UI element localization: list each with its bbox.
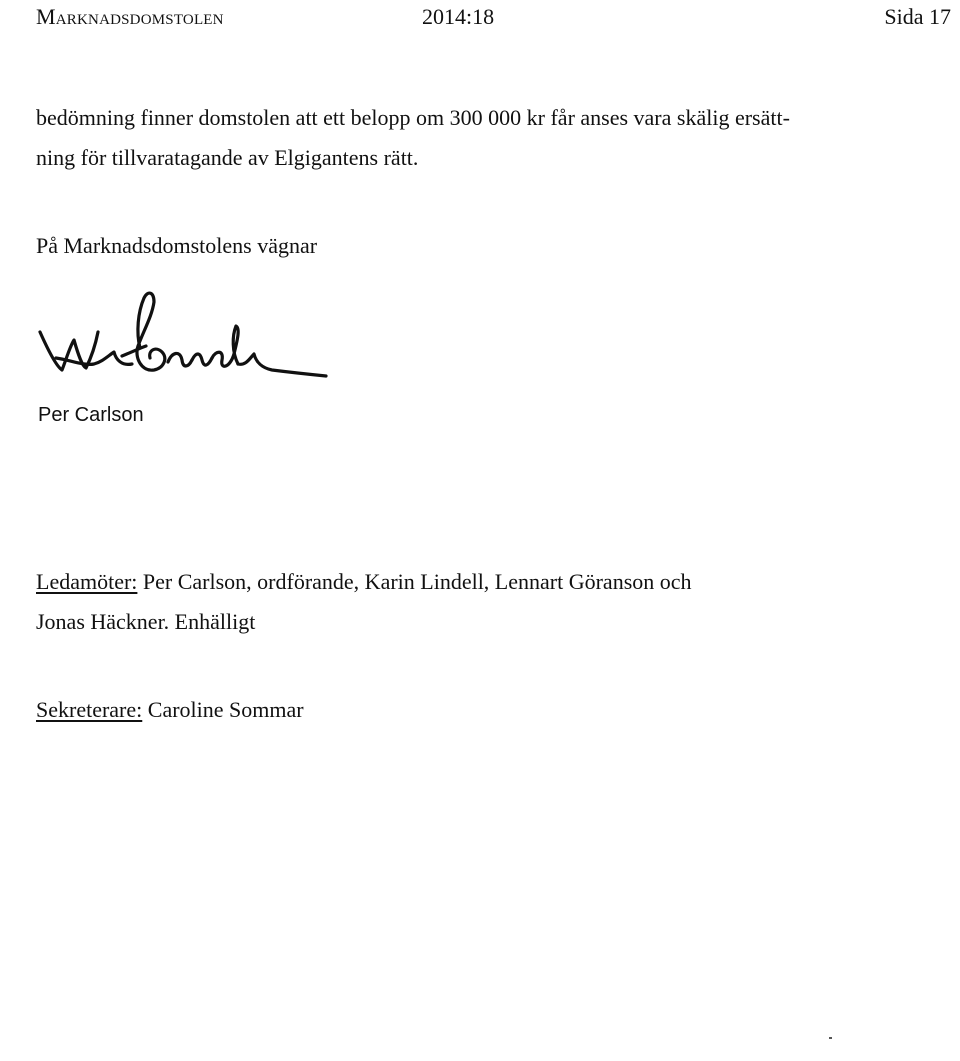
judgment-line: ning för tillvaratagande av Elgigantens rätt. (36, 145, 419, 170)
scan-speck (829, 1037, 832, 1039)
handwritten-signature (36, 280, 356, 390)
secretary-label: Sekreterare: (36, 697, 143, 722)
judgment-paragraph (36, 98, 790, 178)
judgment-line: bedömning finner domstolen att ett belopp om 300 000 kr får anses vara skälig ersätt- (36, 105, 790, 130)
members-label: Ledamöter: (36, 569, 138, 594)
members-names: Per Carlson, ordförande, Karin Lindell, Lennart Göranson och (137, 569, 692, 594)
on-behalf-text: På Marknadsdomstolens vägnar (36, 233, 318, 258)
court-name: Marknadsdomstolen (36, 4, 224, 29)
page-number: Sida 17 (884, 4, 951, 29)
case-number: 2014:18 (422, 4, 495, 29)
members-line (36, 562, 692, 602)
secretary-line (36, 690, 304, 730)
members-paragraph (36, 562, 692, 642)
secretary-name: Caroline Sommar (142, 697, 304, 722)
signer-name: Per Carlson (38, 404, 144, 426)
members-line: Jonas Häckner. Enhälligt (36, 609, 256, 634)
